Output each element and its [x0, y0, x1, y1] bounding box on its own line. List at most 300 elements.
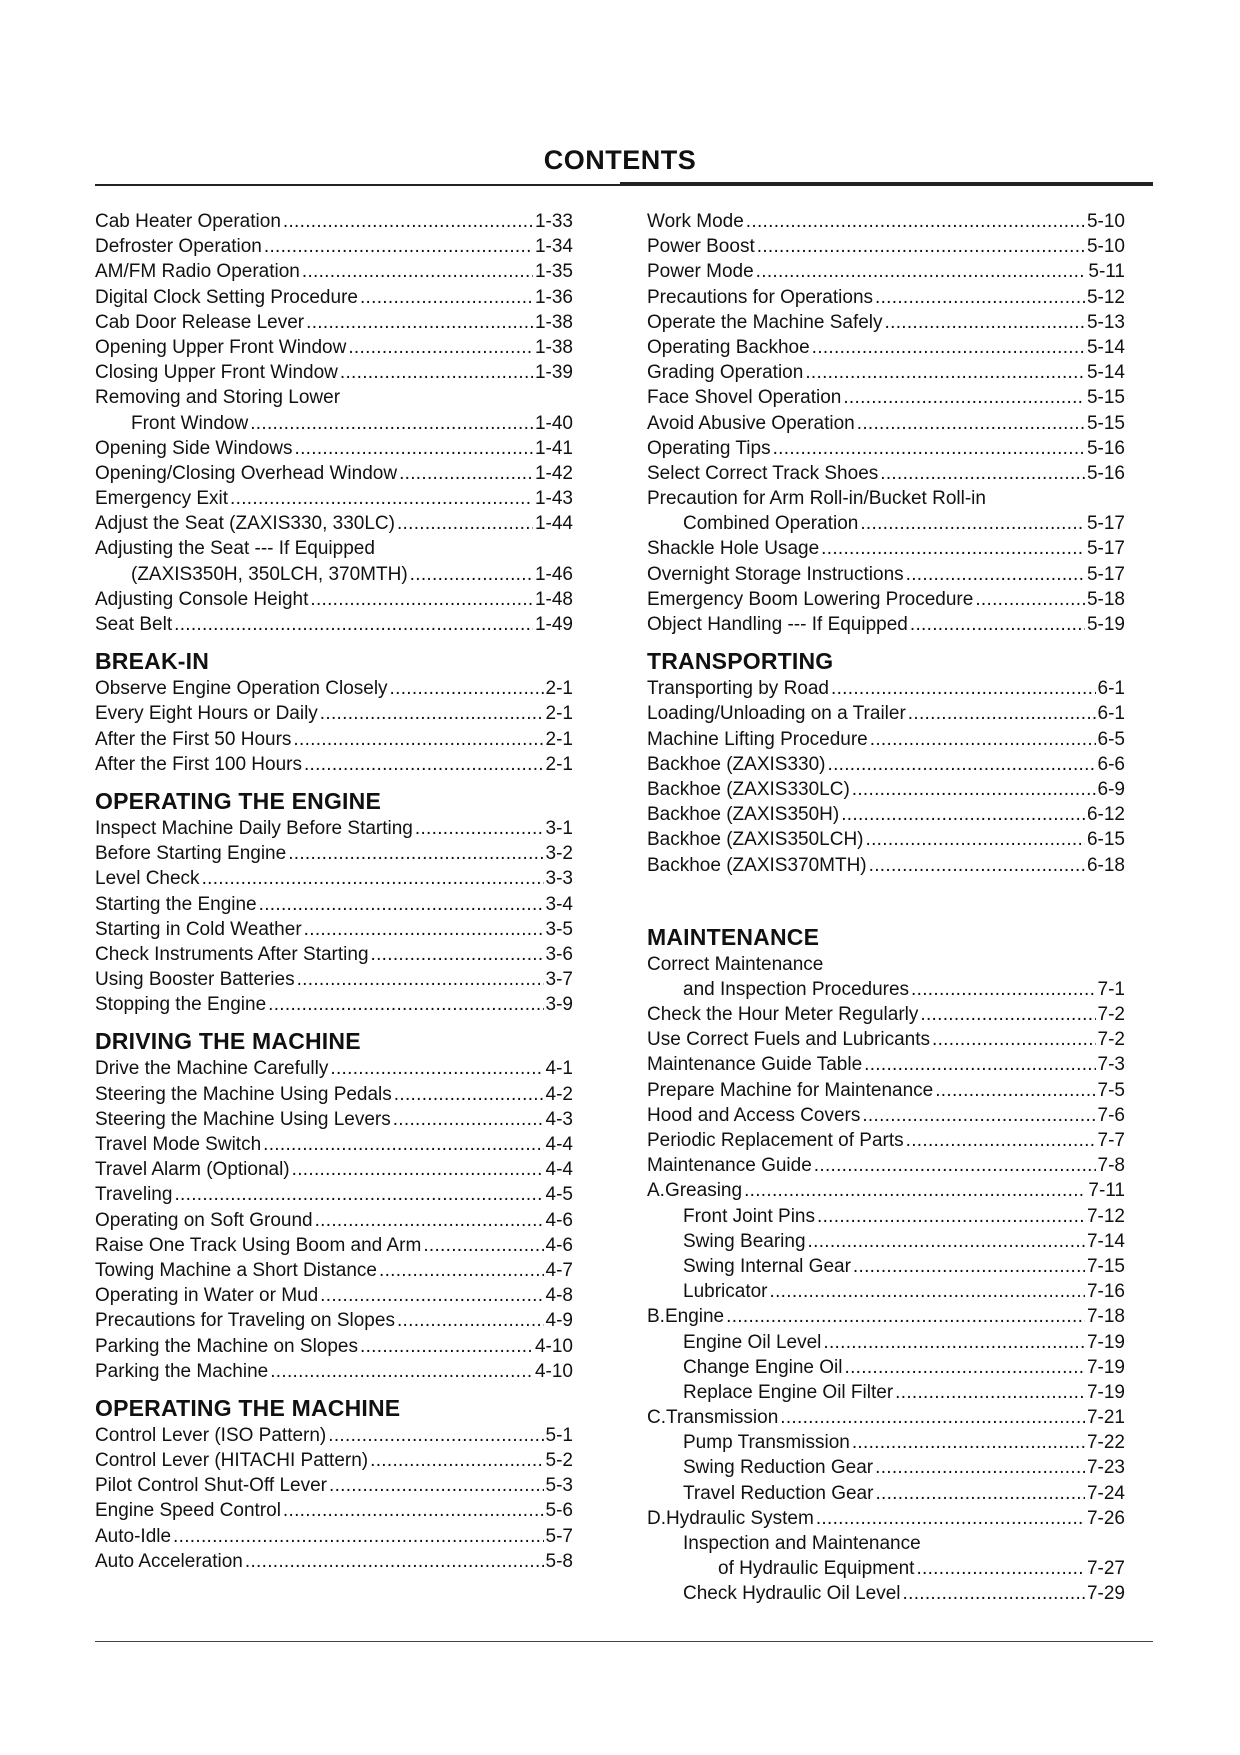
toc-entry-leader	[340, 360, 533, 385]
toc-entry	[647, 727, 1125, 752]
toc-entry-title: Traveling	[95, 1184, 173, 1206]
toc-entry-leader	[827, 752, 1095, 777]
toc-entry-title: Steering the Machine Using Pedals	[95, 1083, 392, 1105]
toc-entry-title: Control Lever (HITACHI Pattern)	[95, 1450, 369, 1472]
toc-entry	[647, 1430, 1125, 1455]
toc-entry-page: 4-4	[545, 1134, 573, 1155]
toc-entry-leader	[756, 259, 1087, 284]
toc-entry-leader	[304, 917, 544, 942]
toc-entry-leader	[817, 1204, 1085, 1229]
toc-entry-page: 4-8	[545, 1285, 573, 1307]
toc-entry-title: Grading Operation	[647, 362, 804, 384]
toc-entry-page: 5-15	[1086, 412, 1125, 434]
toc-entry-title: Opening Upper Front Window	[95, 336, 347, 358]
toc-entry	[647, 1581, 1125, 1606]
toc-entry	[647, 259, 1125, 284]
toc-entry-title: Cab Door Release Lever	[95, 311, 305, 333]
toc-entry-leader	[857, 411, 1085, 436]
toc-entry-title: Pump Transmission	[683, 1432, 850, 1454]
toc-entry-leader	[880, 461, 1085, 486]
toc-entry	[647, 285, 1125, 310]
toc-entry-title: Travel Alarm (Optional)	[95, 1159, 290, 1181]
toc-entry-title: Swing Bearing	[683, 1230, 806, 1252]
toc-entry	[647, 827, 1125, 852]
toc-entry-leader	[328, 1423, 543, 1448]
toc-entry-leader	[360, 285, 533, 310]
toc-entry-title: Cab Heater Operation	[95, 211, 281, 232]
toc-entry-line: Adjusting the Seat --- If Equipped	[95, 538, 375, 560]
toc-entry	[647, 977, 1125, 1002]
toc-entry-page: 7-8	[1097, 1155, 1125, 1177]
toc-entry-leader	[393, 1107, 544, 1132]
toc-entry-page: 7-19	[1086, 1331, 1125, 1353]
toc-entry-leader	[920, 1002, 1095, 1027]
toc-entry-page: 7-23	[1086, 1457, 1125, 1479]
toc-entry	[95, 360, 573, 385]
toc-entry	[95, 234, 573, 259]
toc-entry	[95, 411, 573, 436]
toc-entry	[647, 360, 1125, 385]
toc-entry	[647, 1481, 1125, 1506]
toc-entry	[647, 209, 1125, 234]
toc-entry-page: 6-1	[1097, 678, 1125, 700]
toc-entry-leader	[410, 562, 533, 587]
toc-entry-title: Operating Backhoe	[647, 336, 810, 358]
toc-entry	[95, 1498, 573, 1523]
toc-entry-page: 5-15	[1086, 387, 1125, 409]
toc-entry-page: 2-1	[545, 728, 573, 750]
toc-entry-title: Check the Hour Meter Regularly	[647, 1004, 919, 1026]
toc-entry-title: Raise One Track Using Boom and Arm	[95, 1234, 422, 1256]
toc-entry	[647, 1153, 1125, 1178]
toc-entry-title: Combined Operation	[683, 513, 859, 535]
toc-entry-leader	[864, 1052, 1095, 1077]
toc-entry-page: 4-7	[545, 1259, 573, 1281]
toc-entry-title: Maintenance Guide Table	[647, 1054, 863, 1076]
toc-entry-page: 7-3	[1097, 1054, 1125, 1076]
toc-entry-title: Select Correct Track Shoes	[647, 462, 879, 484]
toc-entry-leader	[814, 1153, 1096, 1178]
toc-entry-page: 1-44	[534, 513, 573, 535]
toc-entry-title: Control Lever (ISO Pattern)	[95, 1424, 327, 1446]
toc-entry-title: Check Instruments After Starting	[95, 943, 369, 965]
toc-entry	[95, 841, 573, 866]
toc-entry-title: Swing Internal Gear	[683, 1255, 851, 1277]
toc-entry-title: of Hydraulic Equipment	[718, 1558, 915, 1580]
toc-entry-title: Towing Machine a Short Distance	[95, 1259, 377, 1281]
toc-entry	[95, 892, 573, 917]
toc-entry	[647, 1380, 1125, 1405]
toc-entry-title: Pilot Control Shut-Off Lever	[95, 1475, 327, 1497]
toc-entry	[647, 587, 1125, 612]
toc-entry-page: 5-10	[1086, 236, 1125, 258]
toc-column-left	[95, 209, 573, 1574]
toc-entry-page: 4-3	[545, 1108, 573, 1130]
toc-entry-title: Face Shovel Operation	[647, 387, 842, 409]
toc-entry-title: Starting in Cold Weather	[95, 918, 302, 940]
toc-entry-title: Engine Speed Control	[95, 1500, 281, 1522]
toc-entry	[95, 1283, 573, 1308]
toc-entry-leader	[174, 612, 533, 637]
toc-entry-leader	[773, 436, 1085, 461]
toc-entry	[647, 562, 1125, 587]
toc-entry	[647, 536, 1125, 561]
toc-entry-leader	[831, 676, 1096, 701]
toc-entry-title: AM/FM Radio Operation	[95, 261, 300, 283]
toc-entry-leader	[853, 1254, 1085, 1279]
toc-entry-title: Replace Engine Oil Filter	[683, 1381, 894, 1403]
toc-entry-line: Correct Maintenance	[647, 953, 824, 975]
toc-entry-leader	[283, 1498, 544, 1523]
toc-entry-leader	[911, 977, 1095, 1002]
toc-entry-leader	[295, 436, 533, 461]
toc-entry-title: Emergency Exit	[95, 488, 229, 510]
toc-entry-leader	[315, 1208, 544, 1233]
toc-entry	[95, 1107, 573, 1132]
toc-entry	[95, 562, 573, 587]
toc-entry	[95, 436, 573, 461]
toc-entry-page: 7-2	[1097, 1029, 1125, 1051]
toc-entry-title: Greasing	[664, 1180, 743, 1202]
toc-entry-page: 1-41	[534, 437, 573, 459]
toc-entry	[95, 1233, 573, 1258]
toc-entry-line: Precaution for Arm Roll-in/Bucket Roll-in	[647, 488, 986, 510]
page-title: CONTENTS	[543, 145, 697, 175]
toc-entry-leader	[885, 310, 1085, 335]
toc-entry-leader	[852, 1430, 1085, 1455]
toc-entry	[95, 1308, 573, 1333]
toc-entry-title: Periodic Replacement of Parts	[647, 1130, 904, 1151]
toc-entry-leader	[330, 1056, 543, 1081]
toc-entry	[647, 335, 1125, 360]
toc-entry	[647, 1204, 1125, 1229]
toc-entry-title: Digital Clock Setting Procedure	[95, 286, 358, 308]
toc-entry-title: Parking the Machine on Slopes	[95, 1335, 358, 1357]
toc-entry-page: 1-46	[534, 563, 573, 585]
toc-entry	[95, 1334, 573, 1359]
toc-entry-leader	[329, 1473, 544, 1498]
toc-entry	[95, 335, 573, 360]
toc-entry	[647, 1027, 1125, 1052]
toc-entry	[647, 1279, 1125, 1304]
toc-entry	[95, 1359, 573, 1384]
toc-entry-leader	[875, 1455, 1085, 1480]
top-rule-thick	[620, 182, 1153, 186]
toc-entry-page: 1-42	[534, 462, 573, 484]
toc-entry-title: Hydraulic System	[666, 1507, 814, 1529]
toc-entry-title: Opening Side Windows	[95, 437, 293, 459]
toc-entry	[95, 461, 573, 486]
toc-entry	[647, 1355, 1125, 1380]
toc-entry-page: 5-14	[1086, 336, 1125, 358]
toc-entry	[95, 992, 573, 1017]
section-heading: OPERATING THE MACHINE	[95, 1394, 401, 1421]
toc-entry-leader	[174, 1182, 543, 1207]
toc-entry-title: Observe Engine Operation Closely	[95, 678, 388, 700]
toc-entry-leader	[808, 1229, 1085, 1254]
toc-entry-page: 4-1	[545, 1058, 573, 1080]
toc-entry-title: Starting the Engine	[95, 893, 257, 915]
toc-entry-page: 7-5	[1097, 1079, 1125, 1101]
toc-entry	[95, 1524, 573, 1549]
toc-entry	[95, 942, 573, 967]
toc-entry-title: Travel Mode Switch	[95, 1134, 262, 1155]
toc-entry-page: 7-7	[1097, 1130, 1125, 1151]
toc-entry-leader	[843, 385, 1085, 410]
toc-entry-page: 7-18	[1086, 1306, 1125, 1328]
toc-entry-line: Removing and Storing Lower	[95, 387, 341, 409]
toc-entry	[95, 1182, 573, 1207]
toc-entry-page: 7-1	[1097, 978, 1125, 1000]
toc-entry	[95, 259, 573, 284]
toc-entry-leader	[816, 1506, 1085, 1531]
toc-entry-title: (ZAXIS350H, 350LCH, 370MTH)	[131, 563, 408, 585]
toc-entry-title: Operate the Machine Safely	[647, 311, 883, 333]
toc-entry-leader	[259, 892, 544, 917]
toc-entry-leader	[292, 1157, 544, 1182]
toc-entry-page: 3-9	[545, 994, 573, 1016]
toc-entry-page: 5-1	[545, 1424, 573, 1446]
toc-entry	[647, 436, 1125, 461]
toc-entry-leader	[845, 1355, 1085, 1380]
toc-entry-title: Operating in Water or Mud	[95, 1285, 319, 1307]
toc-entry-title: Seat Belt	[95, 614, 173, 635]
toc-entry-page: 6-18	[1086, 854, 1125, 876]
toc-entry-page: 4-5	[545, 1184, 573, 1206]
toc-entry-leader	[263, 1132, 543, 1157]
toc-entry	[95, 587, 573, 612]
toc-entry-page: 1-49	[534, 614, 573, 635]
toc-entry-page: 1-39	[534, 362, 573, 384]
toc-entry-leader	[348, 335, 533, 360]
toc-entry	[95, 816, 573, 841]
toc-entry-leader	[757, 234, 1085, 259]
toc-entry-title: Maintenance Guide	[647, 1155, 812, 1177]
toc-entry	[95, 1132, 573, 1157]
toc-entry-page: 3-3	[545, 868, 573, 890]
toc-entry-leader	[415, 816, 544, 841]
toc-entry-page: 3-1	[545, 817, 573, 839]
toc-entry-page: 3-4	[545, 893, 573, 915]
toc-entry-title: Auto Acceleration	[95, 1550, 243, 1572]
toc-entry-page: 5-10	[1086, 211, 1125, 232]
toc-entry-line: Inspection and Maintenance	[683, 1533, 921, 1554]
toc-entry	[647, 1002, 1125, 1027]
toc-entry-title: Overnight Storage Instructions	[647, 563, 904, 585]
toc-entry-leader	[293, 727, 543, 752]
toc-entry-title: Level Check	[95, 868, 200, 890]
toc-entry-page: 7-6	[1097, 1104, 1125, 1126]
toc-entry	[95, 1448, 573, 1473]
toc-entry-leader	[780, 1405, 1085, 1430]
toc-entry-title: Engine	[664, 1306, 725, 1328]
section-heading: OPERATING THE ENGINE	[95, 787, 381, 814]
toc-entry-page: 6-5	[1097, 728, 1125, 750]
toc-entry-leader	[423, 1233, 543, 1258]
toc-entry-page: 7-21	[1086, 1407, 1125, 1429]
toc-entry-title: Avoid Abusive Operation	[647, 412, 855, 434]
section-heading: BREAK-IN	[95, 648, 210, 675]
toc-entry	[647, 511, 1125, 536]
toc-entry-page: 5-13	[1086, 311, 1125, 333]
toc-entry-page: 5-19	[1086, 614, 1125, 635]
toc-entry	[95, 285, 573, 310]
toc-entry-leader	[297, 967, 544, 992]
toc-entry	[95, 1423, 573, 1448]
toc-entry-title: Backhoe (ZAXIS350H)	[647, 804, 840, 826]
toc-entry-title: Auto-Idle	[95, 1525, 172, 1547]
toc-entry	[647, 310, 1125, 335]
toc-entry-page: 5-2	[545, 1450, 573, 1472]
toc-entry	[647, 1330, 1125, 1355]
toc-entry-leader	[895, 1380, 1085, 1405]
toc-entry-page: 7-2	[1097, 1004, 1125, 1026]
toc-entry-title: Operating on Soft Ground	[95, 1209, 313, 1231]
toc-entry-title: Transporting by Road	[647, 678, 830, 700]
toc-entry	[647, 802, 1125, 827]
toc-entry-title: After the First 100 Hours	[95, 753, 302, 775]
toc-entry-leader	[302, 259, 533, 284]
toc-entry	[95, 752, 573, 777]
toc-entry-page: 1-38	[534, 311, 573, 333]
toc-entry	[647, 1103, 1125, 1128]
toc-entry-leader	[869, 853, 1085, 878]
toc-entry-title: Precautions for Operations	[647, 286, 874, 308]
toc-entry-page: 5-18	[1086, 588, 1125, 610]
toc-entry-leader	[250, 411, 533, 436]
toc-entry-page: 1-35	[534, 261, 573, 283]
toc-entry-page: 4-10	[534, 1360, 573, 1382]
toc-entry-leader	[399, 461, 533, 486]
toc-entry-leader	[397, 511, 533, 536]
toc-entry-leader	[202, 866, 544, 891]
toc-entry-page: 7-12	[1086, 1205, 1125, 1227]
toc-entry-title: Backhoe (ZAXIS370MTH)	[647, 854, 867, 876]
toc-entry-title: Prepare Machine for Maintenance	[647, 1079, 934, 1101]
toc-entry-leader	[268, 992, 543, 1017]
toc-entry-title: After the First 50 Hours	[95, 728, 292, 750]
toc-entry-page: 3-7	[545, 969, 573, 991]
toc-entry	[95, 1208, 573, 1233]
toc-entry-leader	[910, 612, 1085, 637]
toc-entry-title: Work Mode	[647, 211, 744, 232]
toc-entry	[95, 486, 573, 511]
toc-entry-page: 5-17	[1086, 563, 1125, 585]
toc-entry-page: 5-12	[1086, 286, 1125, 308]
toc-entry-leader	[306, 310, 533, 335]
toc-entry-letter: A.	[647, 1180, 665, 1202]
toc-entry	[95, 612, 573, 637]
toc-entry	[647, 385, 1125, 410]
toc-entry-page: 7-16	[1086, 1281, 1125, 1303]
toc-entry	[95, 727, 573, 752]
toc-entry-page: 6-12	[1086, 804, 1125, 826]
toc-entry-letter: D.	[647, 1507, 666, 1529]
toc-entry-leader	[823, 1330, 1085, 1355]
toc-entry	[95, 1473, 573, 1498]
toc-entry-title: Loading/Unloading on a Trailer	[647, 703, 906, 725]
toc-entry-page: 1-38	[534, 336, 573, 358]
toc-entry-leader	[397, 1308, 544, 1333]
toc-entry	[647, 1128, 1125, 1153]
toc-entry	[95, 1258, 573, 1283]
toc-entry-leader	[841, 802, 1085, 827]
toc-entry-leader	[310, 587, 533, 612]
toc-entry-title: Transmission	[666, 1407, 779, 1429]
toc-entry	[647, 777, 1125, 802]
toc-entry	[647, 701, 1125, 726]
toc-entry-leader	[821, 536, 1085, 561]
toc-entry-page: 2-1	[545, 703, 573, 725]
toc-entry-page: 4-6	[545, 1209, 573, 1231]
toc-entry-title: Adjust the Seat (ZAXIS330, 330LC)	[95, 513, 395, 535]
toc-entry-page: 7-11	[1088, 1180, 1125, 1202]
toc-entry-leader	[245, 1549, 544, 1574]
toc-entry-page: 5-7	[545, 1525, 573, 1547]
toc-entry-title: Power Mode	[647, 261, 754, 283]
toc-entry-title: Swing Reduction Gear	[683, 1457, 874, 1479]
toc-entry-leader	[320, 701, 544, 726]
toc-entry-page: 5-17	[1086, 538, 1125, 560]
toc-entry-page: 5-3	[545, 1475, 573, 1497]
toc-entry-title: Defroster Operation	[95, 236, 262, 258]
toc-entry-leader	[360, 1334, 533, 1359]
toc-entry-leader	[875, 1481, 1085, 1506]
toc-entry-leader	[916, 1556, 1085, 1581]
toc-entry-page: 6-6	[1097, 753, 1125, 775]
toc-entry-leader	[264, 234, 533, 259]
toc-entry-title: Front Joint Pins	[683, 1205, 815, 1227]
toc-entry-page: 7-27	[1086, 1558, 1125, 1580]
toc-entry-page: 4-10	[534, 1335, 573, 1357]
toc-entry-leader	[394, 1082, 544, 1107]
toc-entry-page: 5-6	[545, 1500, 573, 1522]
toc-entry-title: Opening/Closing Overhead Window	[95, 462, 398, 484]
toc-entry	[95, 310, 573, 335]
toc-entry-title: Engine Oil Level	[683, 1331, 822, 1353]
toc-entry	[647, 234, 1125, 259]
toc-entry-title: Lubricator	[683, 1281, 768, 1303]
toc-entry-title: Front Window	[131, 412, 249, 434]
toc-entry-page: 1-43	[534, 488, 573, 510]
toc-entry	[95, 1056, 573, 1081]
toc-entry-leader	[812, 335, 1085, 360]
toc-entry-title: Inspect Machine Daily Before Starting	[95, 817, 413, 839]
toc-entry	[95, 209, 573, 234]
toc-entry-title: Operating Tips	[647, 437, 771, 459]
toc-entry-letter: B.	[647, 1306, 665, 1328]
toc-entry	[95, 1549, 573, 1574]
toc-entry	[95, 511, 573, 536]
toc-entry-leader	[975, 587, 1085, 612]
section-heading: TRANSPORTING	[647, 648, 834, 675]
toc-entry	[647, 752, 1125, 777]
toc-entry-leader	[390, 676, 544, 701]
toc-entry-page: 7-22	[1086, 1432, 1125, 1454]
toc-entry-page: 7-26	[1086, 1507, 1125, 1529]
toc-entry-letter: C.	[647, 1407, 666, 1429]
toc-entry-page: 7-24	[1086, 1482, 1125, 1504]
toc-entry	[95, 917, 573, 942]
toc-entry	[95, 866, 573, 891]
toc-entry-page: 5-11	[1088, 261, 1125, 283]
toc-entry-title: Hood and Access Covers	[647, 1104, 861, 1126]
toc-entry-title: Every Eight Hours or Daily	[95, 703, 318, 725]
toc-entry-title: Stopping the Engine	[95, 994, 267, 1016]
toc-entry-page: 7-19	[1086, 1381, 1125, 1403]
toc-entry	[647, 1405, 1125, 1430]
toc-entry-leader	[270, 1359, 533, 1384]
